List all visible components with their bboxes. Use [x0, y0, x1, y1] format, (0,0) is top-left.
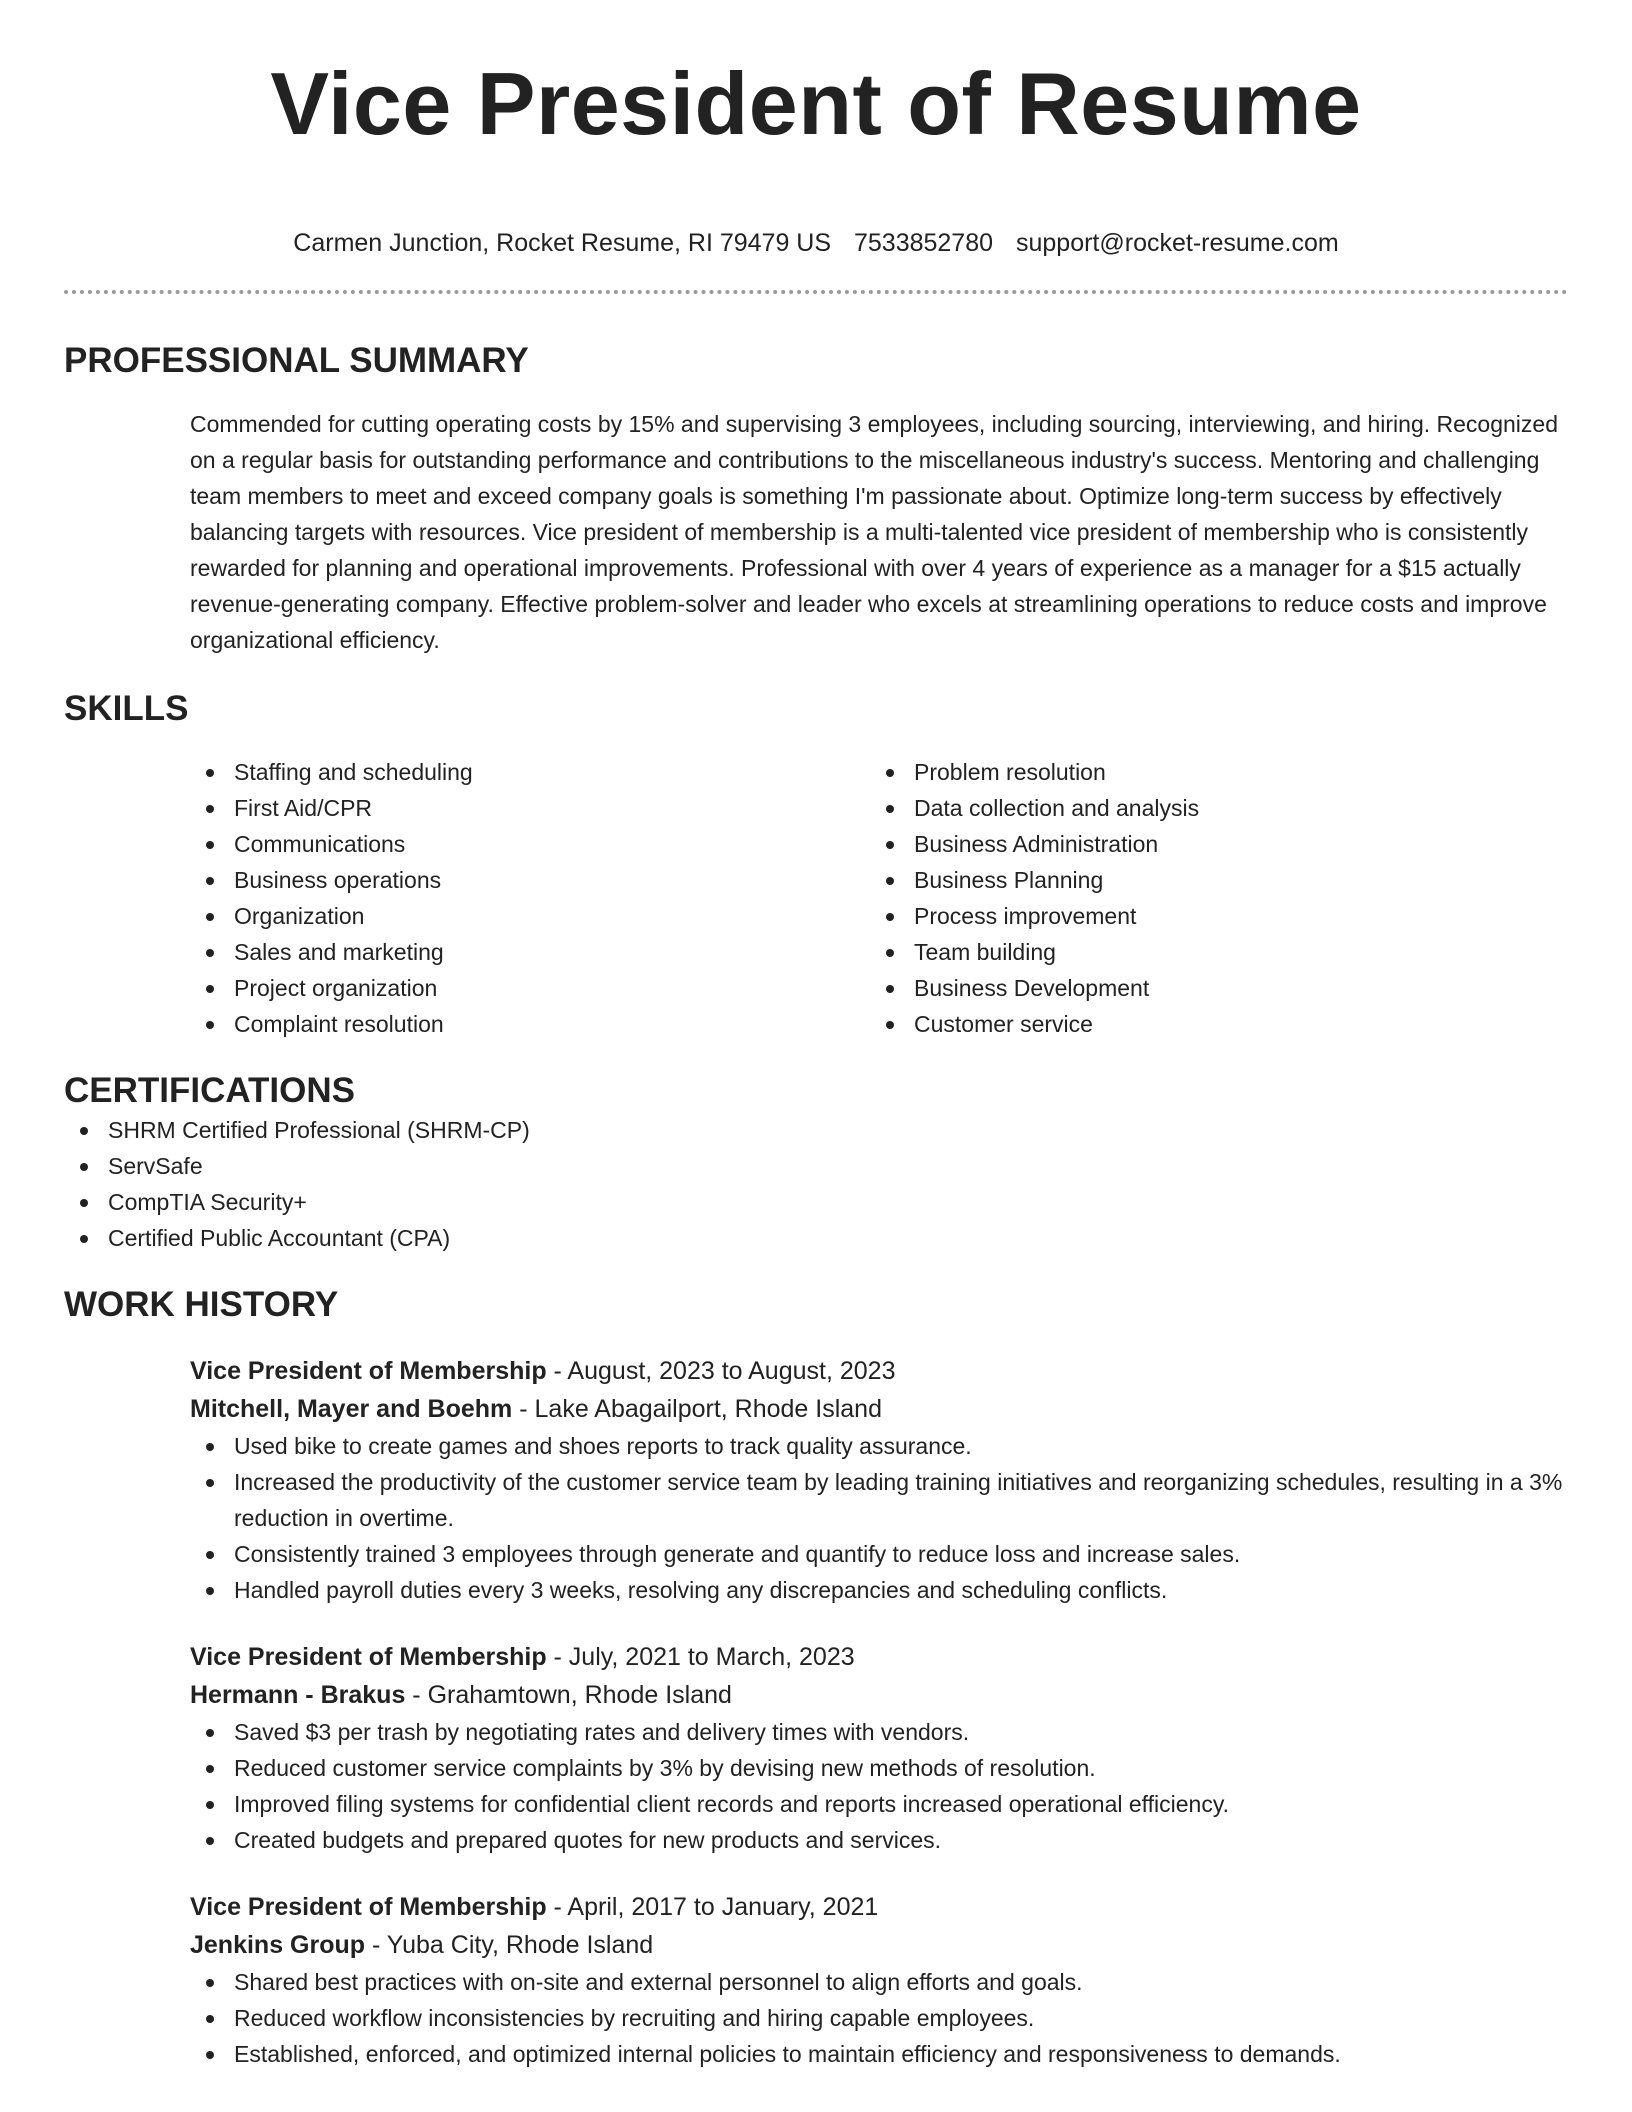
- job-location: - Lake Abagailport, Rhode Island: [512, 1395, 882, 1423]
- summary-text: Commended for cutting operating costs by 15% and supervising 3 employees, including sourcing, interviewing, and hiring. Recognized on a regular basis for outstanding performance and contributions to the miscellaneous industry's success. Mentoring and challenging team members to meet and exceed company goals is something I'm passionate about. Optimize long-term success by effectively balancing targets with resources. Vice president of membership is a multi-talented vice president of membership who is consistently rewarded for planning and operational improvements. Professional with over 4 years of experience as a manager for a $15 actually revenue-generating company. Effective problem-solver and leader who excels at streamlining operations to reduce costs and improve organizational efficiency.: [190, 411, 1558, 653]
- job-company: Mitchell, Mayer and Boehm: [190, 1395, 513, 1423]
- job-bullet: Consistently trained 3 employees through generate and quantify to reduce loss and increase sales.: [190, 1536, 1568, 1572]
- job-bullet: Used bike to create games and shoes reports to track quality assurance.: [190, 1428, 1568, 1464]
- skill-item: Project organization: [190, 970, 870, 1006]
- job-dates: - April, 2017 to January, 2021: [546, 1893, 879, 1921]
- job-bullet: Reduced customer service complaints by 3% by devising new methods of resolution.: [190, 1750, 1568, 1786]
- job-dates: - August, 2023 to August, 2023: [546, 1357, 896, 1385]
- job-entry: [190, 1888, 1568, 2072]
- section-title-work-history: WORK HISTORY: [64, 1285, 339, 1324]
- skill-item: Customer service: [870, 1006, 1550, 1042]
- skill-item: First Aid/CPR: [190, 790, 870, 826]
- section-title-summary: PROFESSIONAL SUMMARY: [64, 341, 529, 380]
- job-bullet: Handled payroll duties every 3 weeks, resolving any discrepancies and scheduling conflicts.: [190, 1572, 1568, 1608]
- job-bullet: Established, enforced, and optimized internal policies to maintain efficiency and responsiveness to demands.: [190, 2036, 1568, 2072]
- job-company-line: [190, 1926, 1568, 1964]
- job-bullet: Shared best practices with on-site and external personnel to align efforts and goals.: [190, 1964, 1568, 2000]
- skill-item: Data collection and analysis: [870, 790, 1550, 826]
- job-title-line: [190, 1888, 1568, 1926]
- contact-email: support@rocket-resume.com: [1015, 229, 1339, 257]
- skills-list: [190, 754, 1568, 1042]
- job-bullet: Reduced workflow inconsistencies by recruiting and hiring capable employees.: [190, 2000, 1568, 2036]
- job-company-line: [190, 1390, 1568, 1428]
- skill-item: Communications: [190, 826, 870, 862]
- section-title-certifications: CERTIFICATIONS: [64, 1071, 356, 1110]
- job-title-line: [190, 1638, 1568, 1676]
- contact-line: [64, 228, 1568, 258]
- job-bullet: Created budgets and prepared quotes for new products and services.: [190, 1822, 1568, 1858]
- skill-item: Business Development: [870, 970, 1550, 1006]
- skills-column-right: [870, 754, 1550, 1042]
- skill-item: Team building: [870, 934, 1550, 970]
- job-title: Vice President of Membership: [190, 1357, 547, 1385]
- job-bullet: Saved $3 per trash by negotiating rates and delivery times with vendors.: [190, 1714, 1568, 1750]
- skills-column-left: [190, 754, 870, 1042]
- skill-item: Organization: [190, 898, 870, 934]
- job-title: Vice President of Membership: [190, 1893, 547, 1921]
- resume-page: [64, 0, 1568, 2072]
- skill-item: Complaint resolution: [190, 1006, 870, 1042]
- skill-item: Sales and marketing: [190, 934, 870, 970]
- job-bullets: [190, 1428, 1568, 1608]
- job-bullets: [190, 1714, 1568, 1858]
- certification-item: ServSafe: [64, 1148, 1568, 1184]
- header-divider: [64, 290, 1568, 294]
- skill-item: Problem resolution: [870, 754, 1550, 790]
- job-company-line: [190, 1676, 1568, 1714]
- job-bullet: Increased the productivity of the customer service team by leading training initiatives and reorganizing schedules, resulting in a 3% reduction in overtime.: [190, 1464, 1568, 1536]
- job-entry: [190, 1638, 1568, 1858]
- contact-address: Carmen Junction, Rocket Resume, RI 79479 US: [293, 229, 832, 257]
- job-location: - Grahamtown, Rhode Island: [405, 1681, 732, 1709]
- skill-item: Process improvement: [870, 898, 1550, 934]
- job-dates: - July, 2021 to March, 2023: [546, 1643, 855, 1671]
- certification-item: SHRM Certified Professional (SHRM-CP): [64, 1112, 1568, 1148]
- job-title-line: [190, 1352, 1568, 1390]
- skill-item: Business Planning: [870, 862, 1550, 898]
- certification-item: CompTIA Security+: [64, 1184, 1568, 1220]
- job-location: - Yuba City, Rhode Island: [365, 1931, 654, 1959]
- contact-phone: 7533852780: [853, 229, 994, 257]
- skill-item: Business Administration: [870, 826, 1550, 862]
- certification-item: Certified Public Accountant (CPA): [64, 1220, 1568, 1256]
- skill-item: Business operations: [190, 862, 870, 898]
- job-bullet: Improved filing systems for confidential client records and reports increased operational efficiency.: [190, 1786, 1568, 1822]
- certifications-list: [64, 1112, 1568, 1256]
- skill-item: Staffing and scheduling: [190, 754, 870, 790]
- job-entry: [190, 1352, 1568, 1608]
- section-title-skills: SKILLS: [64, 689, 189, 728]
- resume-title: Vice President of Resume: [270, 54, 1362, 153]
- job-title: Vice President of Membership: [190, 1643, 547, 1671]
- job-company: Hermann - Brakus: [190, 1681, 406, 1709]
- job-company: Jenkins Group: [190, 1931, 366, 1959]
- job-bullets: [190, 1964, 1568, 2072]
